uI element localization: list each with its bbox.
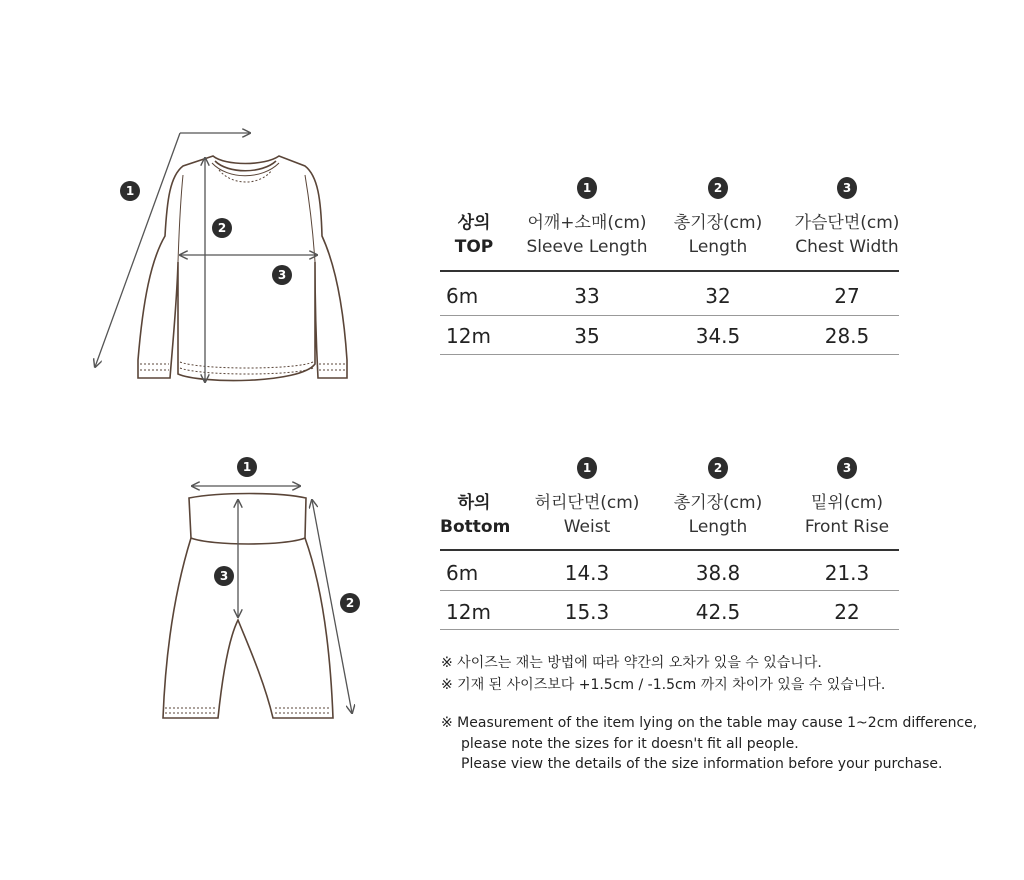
bottom-row-2-val-2: 42.5 [695,600,741,624]
top-header-rule [440,270,899,272]
bottom-col-2-en: Length [688,517,748,537]
bottom-row-2-size: 12m [446,600,491,624]
top-row-2-size: 12m [446,324,491,348]
note-en-3: Please view the details of the size information before your purchase. [461,756,943,772]
top-section-label [440,211,508,259]
top-row-2-val-2: 34.5 [695,324,741,348]
bottom-label-ko: 하의 [457,493,491,513]
table-row [440,316,899,356]
bottom-row-1-size: 6m [446,561,479,585]
note-en-1: ※ Measurement of the item lying on the table may cause 1~2cm difference, [441,715,978,731]
top-col-1-header [517,211,657,259]
bottom-row-1-val-2: 38.8 [695,561,741,585]
top-col-2-en: Length [688,237,748,257]
bottom-marker-3: 3 [214,566,234,586]
bottom-col-2-header [648,491,788,539]
top-col-3-ko: 가슴단면(cm) [794,213,900,233]
top-measure-arrows [95,133,317,382]
top-bottom-rule [440,354,899,355]
table-row [440,276,899,316]
note-en-2: please note the sizes for it doesn't fit all people. [461,736,799,752]
top-row-2-val-1: 35 [574,324,600,348]
table-row [440,592,899,632]
top-size-table [440,176,899,356]
top-row-1-val-1: 33 [574,284,600,308]
bottom-row-2-val-1: 15.3 [564,600,610,624]
bottom-row-2-val-3: 22 [834,600,860,624]
bottom-col-3-marker: 3 [837,457,857,479]
bottom-marker-2: 2 [340,593,360,613]
top-col-3-marker: 3 [837,177,857,199]
top-row-2-val-3: 28.5 [824,324,870,348]
bottom-measure-arrows [192,486,352,713]
bottom-row-1-val-3: 21.3 [824,561,870,585]
bottom-col-1-header [517,491,657,539]
note-ko-2: ※ 기재 된 사이즈보다 +1.5cm / -1.5cm 까지 차이가 있을 수 있습니다. [441,677,886,693]
top-marker-1: 1 [120,181,140,201]
table-row [440,553,899,593]
bottom-col-3-header [777,491,917,539]
top-row-1-size: 6m [446,284,479,308]
bottom-col-3-ko: 밑위(cm) [810,493,883,513]
bottom-col-1-marker: 1 [577,457,597,479]
top-col-3-en: Chest Width [795,237,899,257]
top-col-1-en: Sleeve Length [526,237,648,257]
top-shirt-drawing [138,156,347,381]
top-label-ko: 상의 [457,213,491,233]
bottom-marker-1: 1 [237,457,257,477]
top-col-3-header [777,211,917,259]
top-row-1-val-3: 27 [834,284,860,308]
bottom-size-table [440,456,899,636]
bottom-header-rule [440,549,899,551]
top-marker-2: 2 [212,218,232,238]
bottom-bottom-rule [440,629,899,630]
top-marker-3: 3 [272,265,292,285]
top-col-2-ko: 총기장(cm) [673,213,763,233]
bottom-row-1-val-1: 14.3 [564,561,610,585]
top-col-2-marker: 2 [708,177,728,199]
top-col-1-marker: 1 [577,177,597,199]
size-notes [441,652,1001,774]
top-row-1-val-2: 32 [705,284,731,308]
note-ko-1: ※ 사이즈는 재는 방법에 따라 약간의 오차가 있을 수 있습니다. [441,655,822,671]
bottom-pants-drawing [163,494,333,719]
bottom-section-label [440,491,511,539]
top-col-2-header [648,211,788,259]
top-label-en: TOP [454,237,494,257]
bottom-col-1-ko: 허리단면(cm) [534,493,640,513]
bottom-row-rule [440,590,899,591]
bottom-col-2-marker: 2 [708,457,728,479]
bottom-col-1-en: Weist [563,517,611,537]
bottom-col-2-ko: 총기장(cm) [673,493,763,513]
bottom-label-en: Bottom [440,517,511,537]
top-col-1-ko: 어깨+소매(cm) [527,213,647,233]
bottom-col-3-en: Front Rise [804,517,890,537]
